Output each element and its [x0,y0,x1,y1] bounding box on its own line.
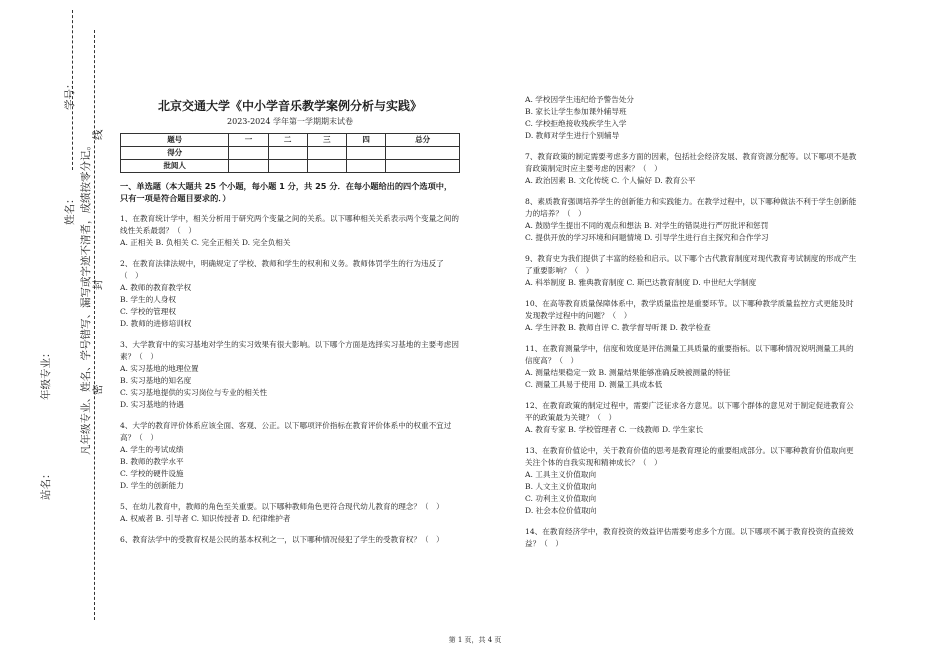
answer-option: A. 工具主义价值取向 [525,470,597,479]
score-header-cell: 四 [346,134,385,147]
answer-option: A. 实习基地的地理位置 [120,364,199,373]
answer-option: B. 学生的人身权 [120,295,176,304]
score-cell[interactable] [346,160,385,173]
question-item [525,298,860,334]
question-stem: 4、大学的教育评价体系应该全面、客观、公正。以下哪项评价指标在教育评价体系中的权重不宜过高？（ ） [120,421,452,442]
answer-option: D. 实习基地的待遇 [120,400,184,409]
field-name: 姓名： [64,193,76,225]
field-student-id: 学号： [64,78,76,110]
score-cell[interactable] [386,147,460,160]
question-item [525,94,860,142]
question-stem: 14、在教育经济学中，教育投资的效益评估需要考虑多个方面。以下哪项不属于教育投资的直接效益？（ ） [525,527,854,548]
question-stem: 1、在教育统计学中，相关分析用于研究两个变量之间的关系。以下哪种相关关系表示两个变量之间的线性关系最弱？（ ） [120,214,459,235]
answer-option: C. 测量工具易于使用 D. 测量工具成本低 [525,380,663,389]
question-item [120,213,460,249]
binding-notice: 凡年级专业、姓名、学号错写、漏写或字迹不清者，成绩按零分记。 [80,140,92,455]
section-heading: 一、单选题（本大题共 25 个小题，每小题 1 分，共 25 分．在每小题给出的四个选项中，只有一项是符合题目要求的．） [120,181,453,203]
question-stem: 12、在教育政策的制定过程中，需要广泛征求各方意见。以下哪个群体的意见对于制定促进教育公平的政策最为关键？（ ） [525,401,854,422]
right-column [525,94,860,550]
question-item [525,400,860,436]
score-header-cell: 二 [268,134,307,147]
answer-option: D. 教师对学生进行个别辅导 [525,131,620,140]
question-list-left [120,213,460,546]
answer-option: A. 教育专家 B. 学校管理者 C. 一线教师 D. 学生家长 [525,425,704,434]
score-table [120,133,460,173]
answer-option: B. 实习基地的知名度 [120,376,192,385]
page-footer: 第 1 页，共 4 页 [448,636,502,644]
seal-mark-xian: 线 [92,129,104,140]
answer-option: C. 学校的硬件设施 [120,469,184,478]
answer-option: C. 学校的管理权 [120,307,176,316]
answer-option: A. 鼓励学生提出不同的观点和想法 B. 对学生的错误进行严厉批评和惩罚 [525,221,769,230]
answer-option: A. 学生评教 B. 教师自评 C. 教学督导听课 D. 教学检查 [525,323,711,332]
score-cell[interactable] [268,147,307,160]
score-header-cell: 三 [307,134,346,147]
answer-option: C. 实习基地提供的实习岗位与专业的相关性 [120,388,268,397]
question-stem: 11、在教育测量学中，信度和效度是评估测量工具质量的重要指标。以下哪种情况说明测量工具的信度高？（ ） [525,344,854,365]
seal-mark-mi: 密 [92,384,104,395]
question-item [120,420,460,492]
answer-option: A. 政治因素 B. 文化传统 C. 个人偏好 D. 教育公平 [525,176,696,185]
answer-option: A. 测量结果稳定一致 B. 测量结果能够准确反映被测量的特征 [525,368,731,377]
answer-option: A. 权威者 B. 引导者 C. 知识传授者 D. 纪律维护者 [120,514,291,523]
answer-option: A. 教师的教育教学权 [120,283,192,292]
question-stem: 7、教育政策的制定需要考虑多方面的因素，包括社会经济发展、教育资源分配等。以下哪项不是教育政策制定时应主要考虑的因素？（ ） [525,152,857,173]
answer-option: D. 学生的创新能力 [120,481,184,490]
question-stem: 6、教育法学中的受教育权是公民的基本权利之一，以下哪种情况侵犯了学生的受教育权？（ ） [120,535,444,544]
answer-option: D. 教师的进修培训权 [120,319,192,328]
score-row-label: 得分 [121,147,229,160]
question-item [525,526,860,550]
exam-title: 北京交通大学《中小学音乐教学案例分析与实践》 [157,99,422,113]
answer-option: A. 科举制度 B. 雅典教育制度 C. 斯巴达教育制度 D. 中世纪大学制度 [525,278,757,287]
question-item [525,253,860,289]
score-cell[interactable] [229,147,268,160]
exam-subtitle: 2023-2024 学年第一学期期末试卷 [227,117,353,126]
question-stem: 13、在教育价值论中，关于教育价值的思考是教育理论的重要组成部分。以下哪种教育价值取向更关注个体的自我实现和精神成长？（ ） [525,446,854,467]
field-station: 站名： [40,468,52,500]
seal-mark-feng: 封 [92,279,104,290]
question-stem: 2、在教育法律法规中，明确规定了学校、教师和学生的权利和义务。教师体罚学生的行为违反了（ ） [120,259,444,280]
question-item [120,339,460,411]
score-cell[interactable] [307,160,346,173]
answer-option: A. 学生的考试成绩 [120,445,184,454]
answer-option: C. 学校拒绝接收残疾学生入学 [525,119,627,128]
question-item [525,445,860,517]
score-header-cell: 一 [229,134,268,147]
answer-option: B. 教师的教学水平 [120,457,184,466]
score-cell[interactable] [268,160,307,173]
score-cell[interactable] [346,147,385,160]
score-header-cell: 总分 [386,134,460,147]
question-item [120,258,460,330]
question-item [120,501,460,525]
score-row-label: 批阅人 [121,160,229,173]
score-table-row [121,147,460,160]
question-stem: 3、大学教育中的实习基地对学生的实习效果有很大影响。以下哪个方面是选择实习基地的主要考虑因素？（ ） [120,340,459,361]
question-item [525,196,860,244]
question-item [525,343,860,391]
question-stem: 8、素质教育强调培养学生的创新能力和实践能力。在教学过程中，以下哪种做法不利于学生创新能力的培养？（ ） [525,197,857,218]
answer-option: A. 学校因学生违纪给予警告处分 [525,95,635,104]
answer-option: A. 正相关 B. 负相关 C. 完全正相关 D. 完全负相关 [120,238,291,247]
answer-option: B. 家长让学生参加课外辅导班 [525,107,627,116]
answer-option: C. 提供开放的学习环境和问题情境 D. 引导学生进行自主探究和合作学习 [525,233,769,242]
score-cell[interactable] [307,147,346,160]
question-stem: 5、在幼儿教育中，教师的角色至关重要。以下哪种教师角色更符合现代幼儿教育的理念？（ ） [120,502,444,511]
score-cell[interactable] [229,160,268,173]
question-item [525,151,860,187]
score-header-cell: 题号 [121,134,229,147]
binding-line-inner [94,30,95,620]
left-column [120,100,460,546]
score-table-header-row [121,134,460,147]
score-cell[interactable] [386,160,460,173]
answer-option: D. 社会本位价值取向 [525,506,597,515]
answer-option: B. 人文主义价值取向 [525,482,597,491]
score-table-row [121,160,460,173]
question-stem: 10、在高等教育质量保障体系中，教学质量监控是重要环节。以下哪种教学质量监控方式更能及时发现教学过程中的问题？（ ） [525,299,854,320]
question-item [120,534,460,546]
answer-option: C. 功利主义价值取向 [525,494,597,503]
question-stem: 9、教育史为我们提供了丰富的经验和启示。以下哪个古代教育制度对现代教育考试制度的形成产生了重要影响？（ ） [525,254,857,275]
field-grade-major: 年级专业： [40,347,52,400]
question-list-right [525,94,860,550]
